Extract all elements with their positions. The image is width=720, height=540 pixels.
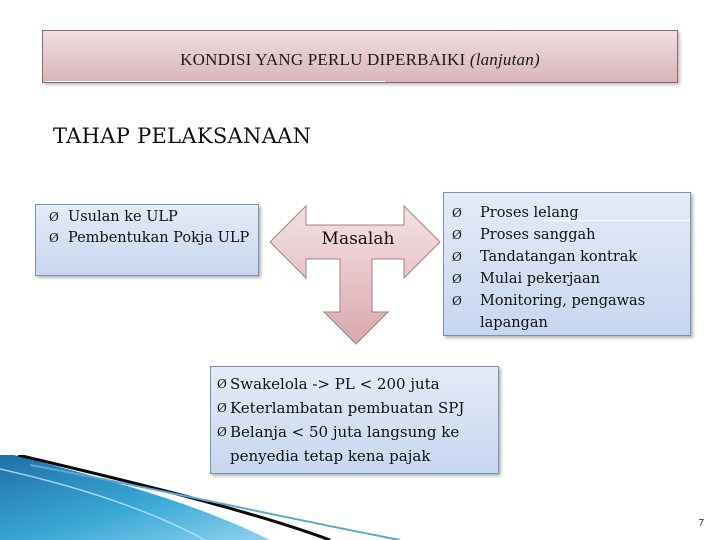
list-item bbox=[36, 207, 252, 228]
arrow-label: Masalah bbox=[321, 229, 395, 249]
list-item-text: Mulai pekerjaan bbox=[480, 271, 601, 287]
arrow-bullet-icon: Ø bbox=[217, 401, 227, 415]
corner-wave-decoration bbox=[0, 455, 420, 540]
section-heading: TAHAP PELAKSANAAN bbox=[53, 124, 312, 148]
arrow-bullet-icon: Ø bbox=[49, 210, 59, 224]
list-item-text: Usulan ke ULP bbox=[68, 209, 178, 225]
arrow-bullet-icon: Ø bbox=[217, 425, 227, 439]
title-underline-decoration bbox=[45, 81, 385, 82]
bottom-bullet-list bbox=[211, 372, 498, 468]
arrow-bullet-icon: Ø bbox=[452, 294, 462, 308]
slide-title-italic: (lanjutan) bbox=[469, 50, 540, 69]
list-item bbox=[444, 246, 690, 268]
slide-title-box bbox=[42, 30, 678, 83]
list-item-text: Proses sanggah bbox=[480, 227, 596, 243]
list-item bbox=[444, 202, 690, 224]
list-item bbox=[211, 396, 498, 420]
arrow-bullet-icon: Ø bbox=[452, 206, 462, 220]
right-info-box bbox=[443, 192, 691, 336]
page-number: 7 bbox=[698, 518, 704, 529]
arrow-bullet-icon: Ø bbox=[217, 377, 227, 391]
list-item-text: Proses lelang bbox=[480, 205, 579, 221]
list-item-text: Pembentukan Pokja ULP bbox=[68, 230, 250, 246]
list-item bbox=[444, 224, 690, 246]
list-item-text: Monitoring, pengawas lapangan bbox=[480, 293, 646, 331]
slide-title bbox=[43, 50, 677, 70]
arrow-bullet-icon: Ø bbox=[452, 228, 462, 242]
list-item bbox=[211, 372, 498, 396]
list-item bbox=[444, 268, 690, 290]
arrow-bullet-icon: Ø bbox=[452, 250, 462, 264]
slide-title-main: KONDISI YANG PERLU DIPERBAIKI bbox=[180, 50, 470, 69]
left-info-box bbox=[35, 204, 259, 276]
list-item-text: Tandatangan kontrak bbox=[480, 249, 638, 265]
right-bullet-list bbox=[444, 202, 690, 334]
left-bullet-list bbox=[36, 207, 252, 249]
center-arrow-shape bbox=[268, 202, 444, 346]
list-item-text: Belanja < 50 juta langsung ke penyedia tetap kena pajak bbox=[230, 423, 460, 465]
list-item bbox=[444, 290, 690, 334]
arrow-bullet-icon: Ø bbox=[452, 272, 462, 286]
arrow-bullet-icon: Ø bbox=[49, 231, 59, 245]
list-item bbox=[36, 228, 252, 249]
list-item-text: Keterlambatan pembuatan SPJ bbox=[230, 399, 465, 417]
list-item-text: Swakelola -> PL < 200 juta bbox=[230, 375, 440, 393]
